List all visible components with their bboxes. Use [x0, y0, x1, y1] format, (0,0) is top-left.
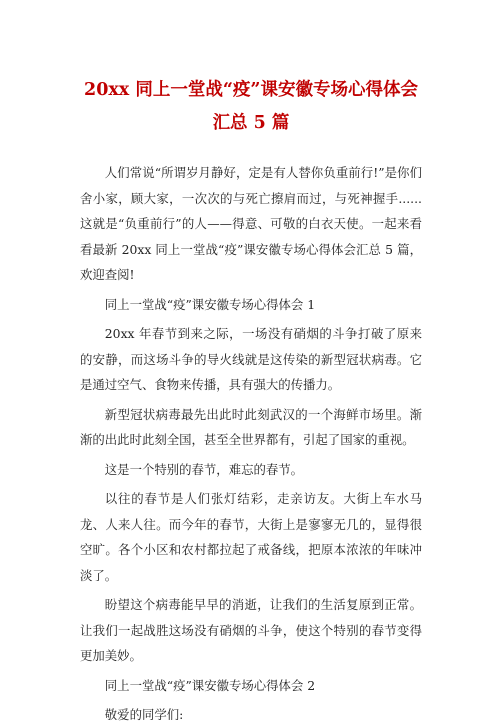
- document-body: [80, 160, 422, 728]
- body-paragraph: 新型冠状病毒最先出此时此刻武汉的一个海鲜市场里。渐渐的出此时此刻全国，甚至全世界都有，引起了国家的重视。: [80, 406, 422, 447]
- section-heading-2: 同上一堂战“疫”课安徽专场心得体会 2: [104, 677, 316, 693]
- section-heading-1: 同上一堂战“疫”课安徽专场心得体会 1: [104, 296, 316, 312]
- body-paragraph: 以往的春节是人们张灯结彩，走亲访友。大街上车水马龙、人来人往。而今年的春节，大街上是寥寥无几的，显得很空旷。各个小区和农村都拉起了戒备线，把原本浓浓的年味冲淡了。: [80, 491, 422, 583]
- title-line-2: 汇总 5 篇: [212, 113, 290, 133]
- document-title: [80, 74, 422, 140]
- title-line-1: 20xx 同上一堂战“疫”课安徽专场心得体会: [84, 80, 418, 100]
- body-paragraph: 这是一个特别的春节，难忘的春节。: [104, 461, 304, 477]
- body-paragraph: 盼望这个病毒能早早的消逝，让我们的生活复原到正常。让我们一起战胜这场没有硝烟的斗争，使这个特别的春节变得更加美妙。: [80, 597, 422, 663]
- intro-paragraph: 人们常说“所谓岁月静好，定是有人替你负重前行!”是你们舍小家，顾大家，一次次的与死亡擦肩而过，与死神握手......这就是“负重前行”的人——得意、可敬的白衣天使。一起来看看最新 20xx 同上一堂战“疫”课安徽专场心得体会汇总 5 篇，欢迎查阅!: [80, 165, 422, 282]
- body-paragraph: 20xx 年春节到来之际，一场没有硝烟的斗争打破了原来的安静，而这场斗争的导火线就是这传染的新型冠状病毒。它是通过空气、食物来传播，具有强大的传播力。: [80, 326, 422, 392]
- salutation: 敬爱的同学们:: [104, 707, 184, 722]
